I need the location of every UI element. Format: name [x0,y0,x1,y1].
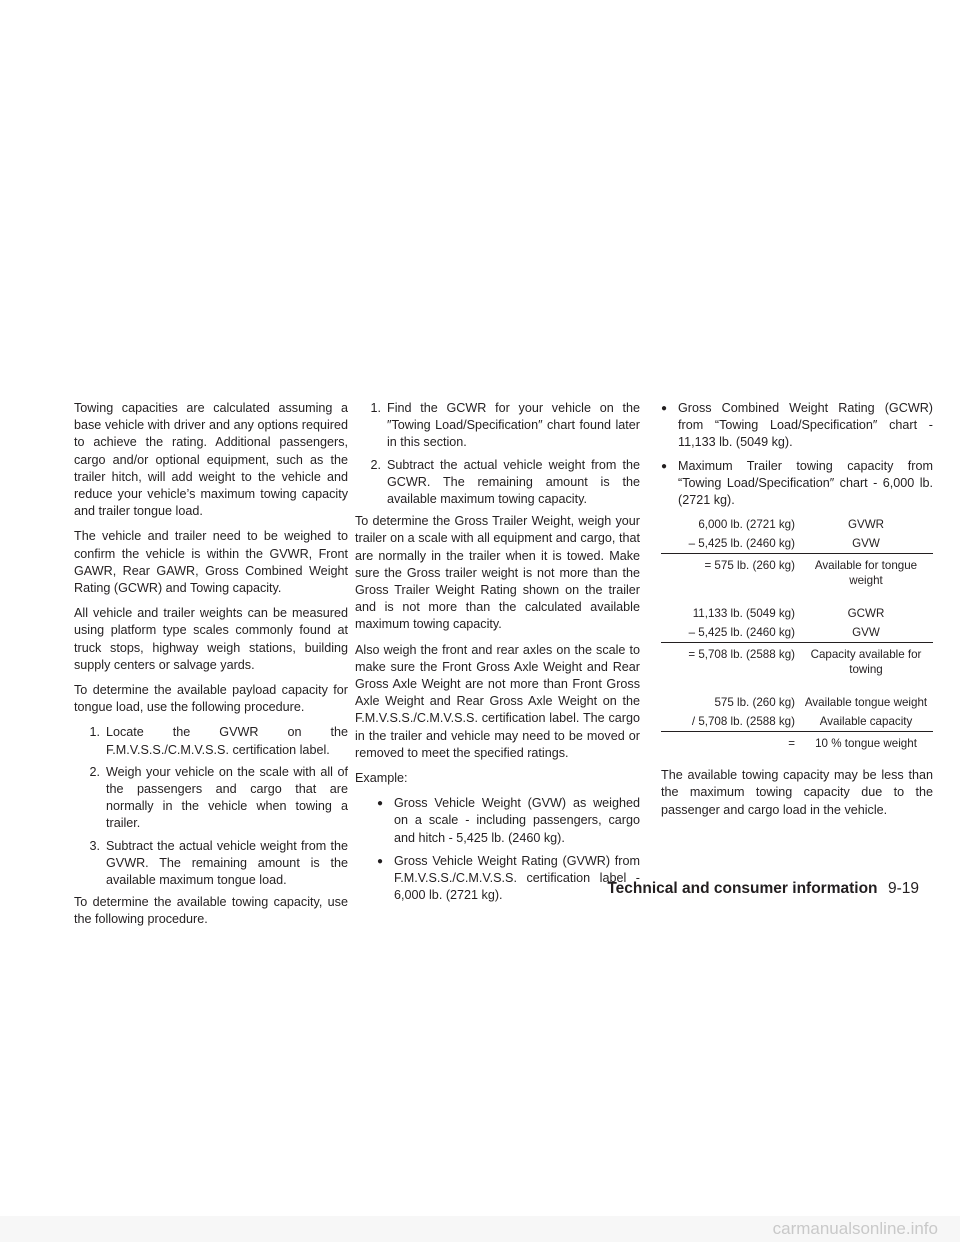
calc-row [661,534,933,554]
calc-row [661,623,933,643]
example-heading: Example: [355,771,408,786]
paragraph: The vehicle and trailer need to be weighed to confirm the vehicle is within the GVWR, Front GAWR, Rear GAWR, Gross Combined Weight Rating (GCWR) and Towing capacity. [74,529,348,596]
calc-row [661,604,933,623]
calc-label: 10 % tongue weight [815,737,917,751]
paragraph: Also weigh the front and rear axles on the scale to make sure the Front Gross Axle Weight and Rear Gross Axle Weight are not more than Front Gross Axle Weight and Rear Gross Axle Weight on the F.M.V.S.S./C.M.V.S.S. certification label. The cargo in the trailer and vehicle may need to be moved or removed to meet the specified ratings. [355,642,640,760]
calc-row [661,732,933,753]
list-item [661,458,933,510]
calc-label: Available tongue weight [804,696,928,710]
paragraph: Towing capacities are calculated assuming a base vehicle with driver and any options required to achieve the rating. Additional passengers, cargo and/or optional equipment, such as the trailer hitch, will add weight to the vehicle and reduce your vehicle’s maximum towing capacity and trailer tongue load. [74,401,348,519]
bullet-icon: ● [377,798,384,810]
calc-amount: 575 lb. (260 kg) [714,696,795,710]
calc-label: Capacity available for towing [810,648,922,677]
step-number: 2. [370,457,381,472]
calc-amount: = 5,708 lb. (2588 kg) [688,648,795,662]
example-bullets [661,400,933,509]
calc-label: Available for tongue weight [814,559,918,588]
watermark-bar [0,1216,960,1242]
paragraph: To determine the Gross Trailer Weight, weigh your trailer on a scale with all equipment and cargo, that are normally in the trailer when it is towed. Make sure the Gross trailer weight is not more than the Gross Trailer Weight Rating shown on the trailer and is not more than the calculated available maximum towing capacity. [355,514,640,632]
calc-amount: 6,000 lb. (2721 kg) [698,518,795,532]
bullet-icon: ● [377,855,384,867]
list-item [74,764,348,833]
calc-amount: = 575 lb. (260 kg) [704,559,795,573]
list-item [355,400,640,452]
list-item [377,795,640,847]
calc-label: GVWR [847,518,885,532]
calc-row [661,693,933,712]
step-number: 3. [89,838,100,853]
paragraph: To determine the available payload capacity for tongue load, use the following procedure. [74,683,348,715]
step-text: Find the GCWR for your vehicle on the ″Towing Load/Specification″ chart found later in this section. [387,401,640,450]
list-item [355,457,640,509]
calc-amount: / 5,708 lb. (2588 kg) [691,715,795,729]
bullet-icon: ● [661,460,668,472]
paragraph: All vehicle and trailer weights can be measured using platform type scales commonly found at truck stops, highway weigh stations, building supply centers or salvage yards. [74,606,348,672]
page-footer [0,880,919,898]
list-item [661,400,933,452]
bullet-icon: ● [661,403,668,414]
step-text: Locate the GVWR on the F.M.V.S.S./C.M.V.S.S. certification label. [106,725,348,757]
calc-label: GCWR [847,607,885,621]
tongue-load-steps [74,724,348,889]
calc-amount: = [788,737,795,751]
towing-capacity-steps [355,400,640,508]
middle-column [355,400,640,910]
tongue-percentage-calculation [661,693,933,753]
step-text: Weigh your vehicle on the scale with all of the passengers and cargo that are normally in the vehicle when towing a trailer. [106,764,348,831]
towing-capacity-calculation [661,604,933,679]
section-title: Technical and consumer information [607,880,878,897]
watermark-text: carmanualsonline.info [772,1219,938,1238]
calc-row [661,554,933,590]
step-number: 1. [89,725,100,740]
calc-amount: 11,133 lb. (5049 kg) [692,607,795,621]
page-number: 9-19 [887,880,919,897]
step-text: Subtract the actual vehicle weight from the GVWR. The remaining amount is the available maximum tongue load. [106,838,348,888]
calc-label: Available capacity [819,715,913,729]
bullet-text: Gross Vehicle Weight Rating (GVWR) from F.M.V.S.S./C.M.V.S.S. certification label - 6,000 lb. (2721 kg). [394,853,640,903]
step-text: Subtract the actual vehicle weight from the GCWR. The remaining amount is the available maximum towing capacity. [387,457,640,507]
paragraph: The available towing capacity may be less than the maximum towing capacity due to the passenger and cargo load in the vehicle. [661,768,933,817]
calc-label: GVW [852,626,880,640]
calc-amount: – 5,425 lb. (2460 kg) [688,537,795,551]
calc-amount: – 5,425 lb. (2460 kg) [688,626,795,640]
calc-row [661,515,933,534]
tongue-weight-calculation [661,515,933,590]
paragraph: To determine the available towing capacity, use the following procedure. [74,895,348,927]
step-number: 2. [89,764,100,779]
left-column [74,400,348,937]
right-column [661,400,933,827]
bullet-text: Gross Vehicle Weight (GVW) as weighed on a scale - including passengers, cargo and hitch - 5,425 lb. (2460 kg). [394,796,640,845]
calc-label: GVW [852,537,880,551]
list-item [74,724,348,758]
calc-row [661,643,933,679]
bullet-text: Gross Combined Weight Rating (GCWR) from “Towing Load/Specification″ chart - 11,133 lb. (5049 kg). [678,401,933,450]
step-number: 1. [370,401,381,415]
bullet-text: Maximum Trailer towing capacity from “Towing Load/Specification″ chart - 6,000 lb. (2721 kg). [678,458,933,508]
calc-row [661,712,933,732]
